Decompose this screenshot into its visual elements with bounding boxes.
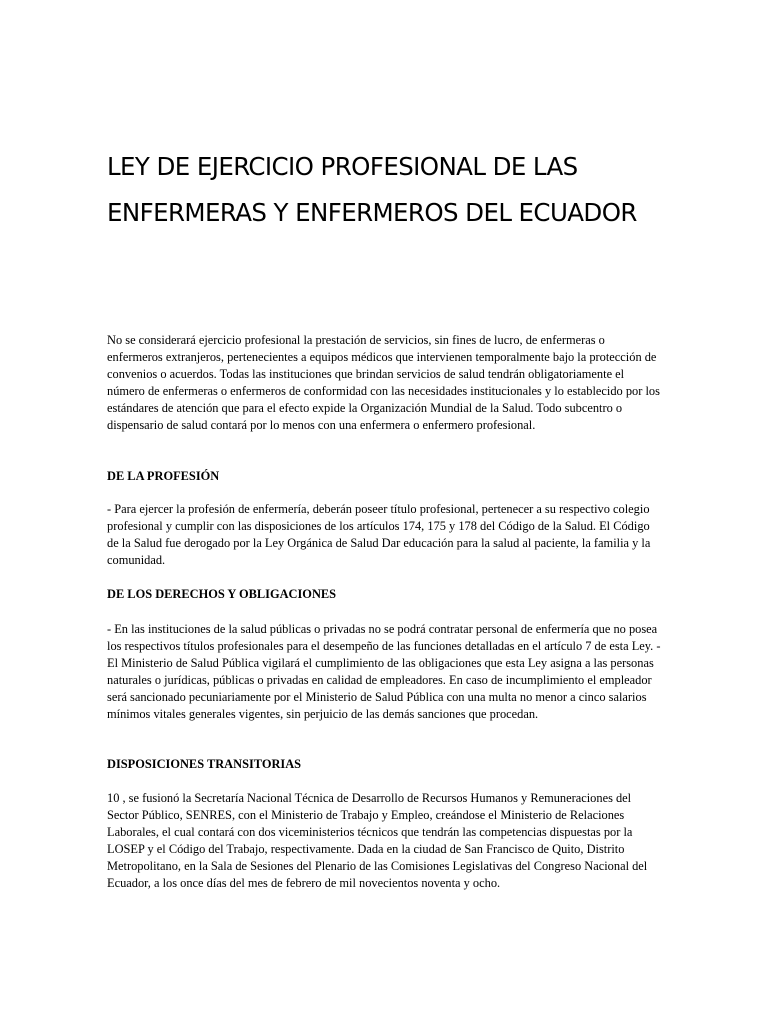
- section-heading-transitorias: DISPOSICIONES TRANSITORIAS: [107, 757, 302, 771]
- section-paragraph-profesion: - Para ejercer la profesión de enfermería, deberán poseer título profesional, pertenecer a su respectivo colegio profesional y cumplir con las disposiciones de los artículos 174, 175 y 178 del Código de la Salud. El Código de la Salud fue derogado por la Ley Orgánica de Salud Dar educación para la salud al paciente, la familia y la comunidad.: [107, 502, 651, 568]
- document-title: LEY DE EJERCICIO PROFESIONAL DE LAS ENFERMERAS Y ENFERMEROS DEL ECUADOR: [107, 152, 637, 227]
- section-paragraph-derechos: - En las instituciones de la salud públicas o privadas no se podrá contratar personal de enfermería que no posea los respectivos títulos profesionales para el desempeño de las funciones detalladas en el artículo 7 de esta Ley. - El Ministerio de Salud Pública vigilará el cumplimiento de las obligaciones que esta Ley asigna a las personas naturales o jurídicas, públicas o privadas en calidad de empleadores. En caso de incumplimiento el empleador será sancionado pecuniariamente por el Ministerio de Salud Pública con una multa no menor a cinco salarios mínimos vitales generales vigentes, sin perjuicio de las demás sanciones que procedan.: [107, 622, 661, 722]
- section-heading-profesion: DE LA PROFESIÓN: [107, 469, 220, 483]
- section-heading-derechos: DE LOS DERECHOS Y OBLIGACIONES: [107, 587, 337, 601]
- intro-paragraph: No se considerará ejercicio profesional la prestación de servicios, sin fines de lucro, de enfermeras o enfermeros extranjeros, pertenecientes a equipos médicos que intervienen temporalmente bajo la protección de convenios o acuerdos. Todas las instituciones que brindan servicios de salud tendrán obligatoriamente el número de enfermeras o enfermeros de conformidad con las necesidades institucionales y lo establecido por los estándares de atención que para el efecto expide la Organización Mundial de la Salud. Todo subcentro o dispensario de salud contará por lo menos con una enfermera o enfermero profesional.: [107, 333, 660, 433]
- section-paragraph-transitorias: 10 , se fusionó la Secretaría Nacional Técnica de Desarrollo de Recursos Humanos y Remuneraciones del Sector Público, SENRES, con el Ministerio de Trabajo y Empleo, creándose el Ministerio de Relaciones Laborales, el cual contará con dos viceministerios técnicos que tendrán las competencias dispuestas por la LOSEP y el Código del Trabajo, respectivamente. Dada en la ciudad de San Francisco de Quito, Distrito Metropolitano, en la Sala de Sesiones del Plenario de las Comisiones Legislativas del Congreso Nacional del Ecuador, a los once días del mes de febrero de mil novecientos noventa y ocho.: [107, 791, 648, 891]
